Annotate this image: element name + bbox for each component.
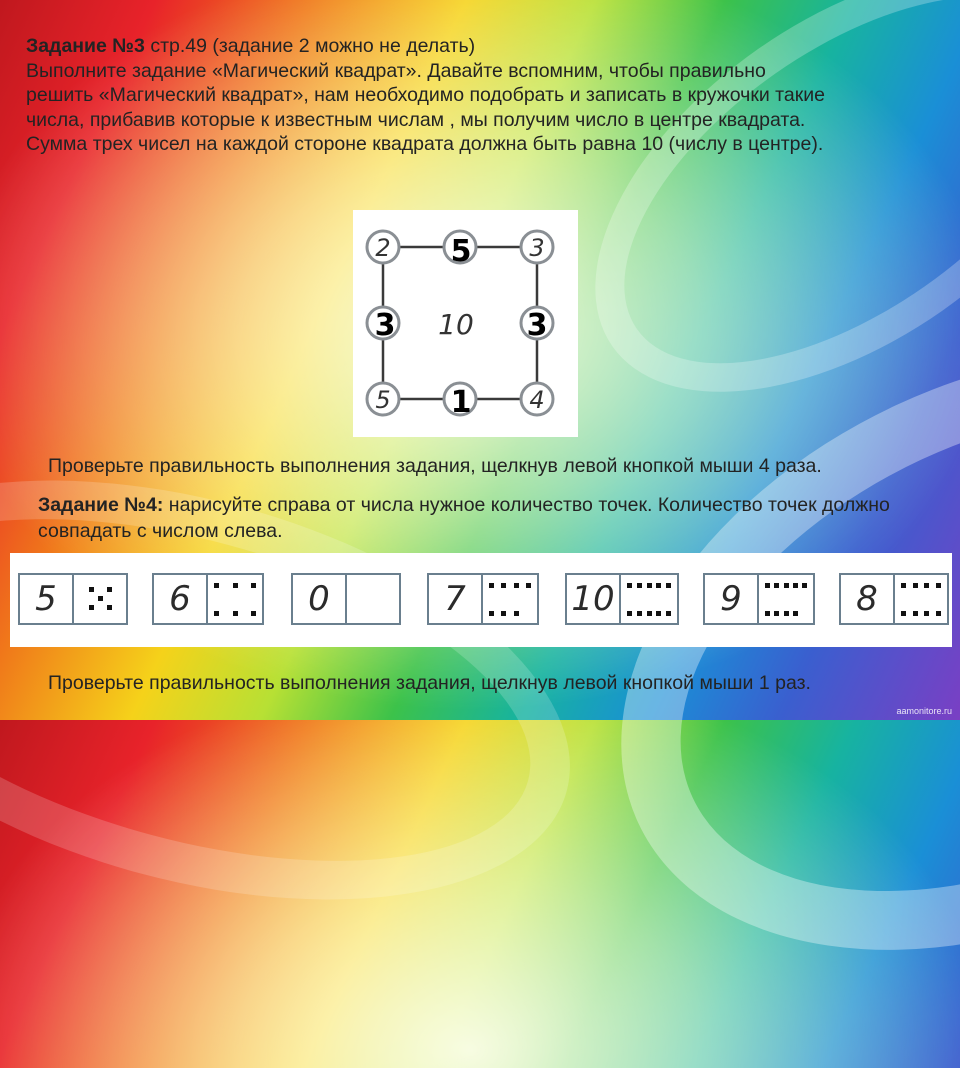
value-bottom-right: 4 bbox=[529, 386, 545, 414]
magic-square-diagram bbox=[353, 210, 578, 437]
check-instruction-2: Проверьте правильность выполнения задания, щелкнув левой кнопкой мыши 1 раз. bbox=[48, 672, 811, 694]
card-dots bbox=[347, 575, 399, 623]
task3-page: стр.49 (задание 2 можно не делать) bbox=[144, 35, 476, 57]
dot-card bbox=[18, 573, 128, 625]
card-number: 6 bbox=[154, 575, 208, 623]
task4-text: нарисуйте справа от числа нужное количество точек. Количество точек должно совпадать с числом слева. bbox=[38, 494, 890, 542]
card-dots bbox=[208, 575, 262, 623]
task3-line: Сумма трех чисел на каждой стороне квадрата должна быть равна 10 (числу в центре). bbox=[26, 133, 824, 155]
task4-instructions bbox=[38, 492, 928, 544]
dot-card bbox=[427, 573, 539, 625]
card-dots bbox=[759, 575, 813, 623]
value-top-right: 3 bbox=[529, 234, 545, 262]
dots-cards-strip bbox=[10, 553, 952, 647]
center-value: 10 bbox=[438, 308, 474, 341]
dot-card bbox=[152, 573, 264, 625]
check-instruction-1: Проверьте правильность выполнения задания, щелкнув левой кнопкой мыши 4 раза. bbox=[48, 455, 822, 477]
dots-pattern bbox=[74, 575, 126, 623]
magic-square-panel bbox=[353, 210, 578, 437]
task3-label: Задание №3 bbox=[26, 35, 145, 57]
task3-line: числа, прибавив которые к известным числам , мы получим число в центре квадрата. bbox=[26, 108, 806, 131]
task4-label: Задание №4: bbox=[38, 494, 164, 516]
card-number: 8 bbox=[841, 575, 895, 623]
task3-instructions bbox=[26, 34, 936, 157]
answer-mid-right: 3 bbox=[526, 308, 548, 343]
card-number: 0 bbox=[293, 575, 347, 623]
dot-card bbox=[839, 573, 949, 625]
dot-card bbox=[703, 573, 815, 625]
answer-mid-left: 3 bbox=[374, 308, 396, 343]
answer-top-mid: 5 bbox=[450, 234, 472, 269]
background-swirl bbox=[524, 232, 960, 1068]
card-number: 7 bbox=[429, 575, 483, 623]
value-top-left: 2 bbox=[375, 234, 391, 262]
watermark: aamonitore.ru bbox=[896, 706, 952, 716]
dot-card bbox=[291, 573, 401, 625]
card-number: 9 bbox=[705, 575, 759, 623]
value-bottom-left: 5 bbox=[375, 386, 391, 414]
card-dots bbox=[74, 575, 126, 623]
card-number: 10 bbox=[567, 575, 621, 623]
task3-line: решить «Магический квадрат», нам необходимо подобрать и записать в кружочки такие bbox=[26, 84, 826, 106]
card-dots bbox=[483, 575, 537, 623]
dot-card bbox=[565, 573, 679, 625]
task3-line: Выполните задание «Магический квадрат». Давайте вспомним, чтобы правильно bbox=[26, 59, 766, 82]
answer-bottom-mid: 1 bbox=[450, 385, 472, 420]
card-dots bbox=[895, 575, 947, 623]
card-number: 5 bbox=[20, 575, 74, 623]
card-dots bbox=[621, 575, 677, 623]
